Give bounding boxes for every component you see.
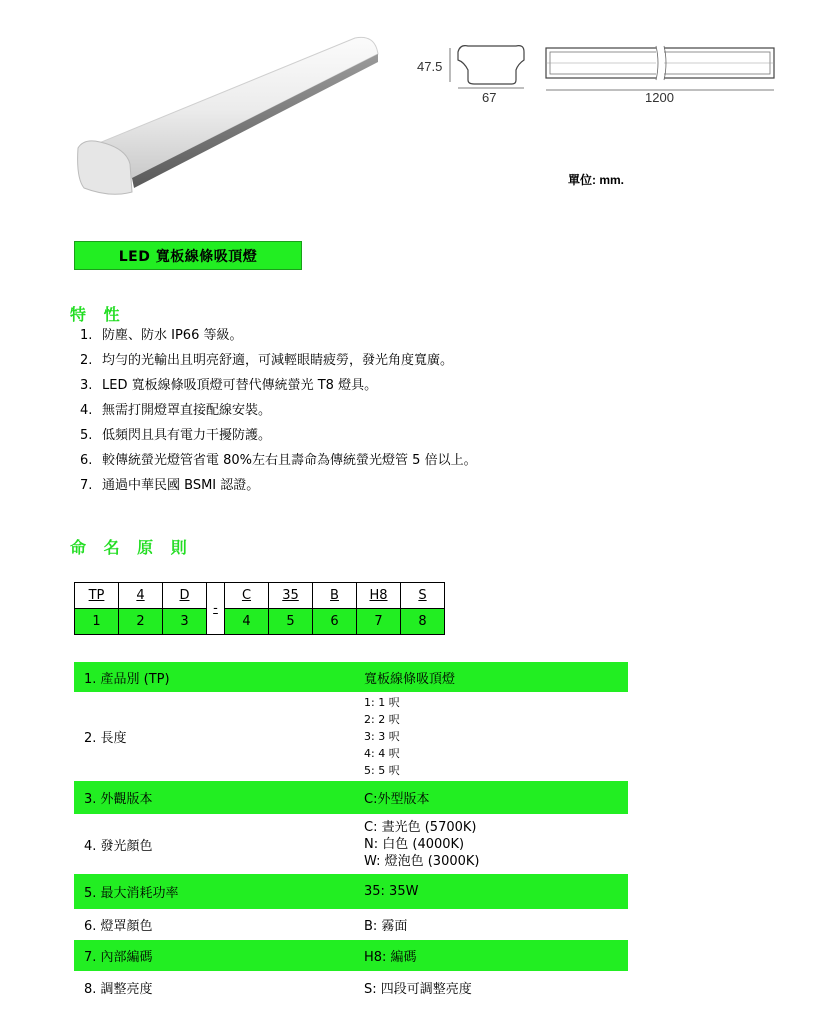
product-title: LED 寬板線條吸頂燈 (74, 241, 302, 270)
code-separator: - (207, 583, 225, 635)
feature-item: 2. 均勻的光輸出且明亮舒適，可減輕眼睛疲勞，發光角度寬廣。 (80, 353, 454, 368)
spec-row-length: 2. 長度 1: 1 呎 2: 2 呎 3: 3 呎 4: 4 呎 5: 5 呎 (84, 696, 400, 777)
index-cell: 6 (313, 609, 357, 635)
spec-row-internal-code: 7. 內部編碼 H8: 編碼 (74, 940, 628, 971)
feature-item: 4. 無需打開燈罩直接配線安裝。 (80, 403, 272, 418)
features-heading: 特 性 (70, 305, 126, 324)
code-cell: H8 (357, 583, 401, 609)
features-list (80, 326, 477, 501)
spec-row-appearance: 3. 外觀版本 C:外型版本 (74, 781, 628, 814)
index-cell: 4 (225, 609, 269, 635)
dim-height-label: 47.5 (417, 59, 443, 74)
spec-row-power: 5. 最大消耗功率 35: 35W (74, 874, 628, 909)
naming-code-table (74, 582, 445, 635)
code-cell: 4 (119, 583, 163, 609)
product-photo (70, 28, 390, 198)
dim-length-label: 1200 (645, 90, 674, 105)
dimension-drawing (412, 38, 782, 110)
spec-row-product: 1. 產品別 (TP) 寬板線條吸頂燈 (74, 662, 628, 692)
index-cell: 5 (269, 609, 313, 635)
code-cell: 35 (269, 583, 313, 609)
code-cell: S (401, 583, 445, 609)
code-cell: B (313, 583, 357, 609)
index-cell: 8 (401, 609, 445, 635)
unit-label: 單位: mm. (568, 173, 625, 187)
feature-item: 6. 較傳統螢光燈管省電 80%左右且壽命為傳統螢光燈管 5 倍以上。 (80, 453, 477, 468)
index-cell: 3 (163, 609, 207, 635)
code-cell: TP (75, 583, 119, 609)
spec-table (74, 662, 628, 1003)
naming-heading: 命 名 原 則 (70, 538, 193, 557)
feature-item: 5. 低頻閃且具有電力干擾防護。 (80, 428, 272, 443)
feature-item: 3. LED 寬板線條吸頂燈可替代傳統螢光 T8 燈具。 (80, 378, 378, 393)
spec-row-cover: 6. 燈罩顏色 B: 霧面 (84, 919, 408, 934)
code-cell: C (225, 583, 269, 609)
spec-row-color: 4. 發光顏色 C: 晝光色 (5700K) N: 白色 (4000K) W: 燈泡色 (3000K) (84, 819, 480, 869)
index-cell: 2 (119, 609, 163, 635)
feature-item: 7. 通過中華民國 BSMI 認證。 (80, 478, 260, 493)
index-cell: 1 (75, 609, 119, 635)
code-cell: D (163, 583, 207, 609)
spec-row-dimming: 8. 調整亮度 S: 四段可調整亮度 (84, 981, 472, 997)
index-cell: 7 (357, 609, 401, 635)
dim-width-label: 67 (482, 90, 497, 105)
feature-item: 1. 防塵、防水 IP66 等級。 (80, 328, 243, 343)
